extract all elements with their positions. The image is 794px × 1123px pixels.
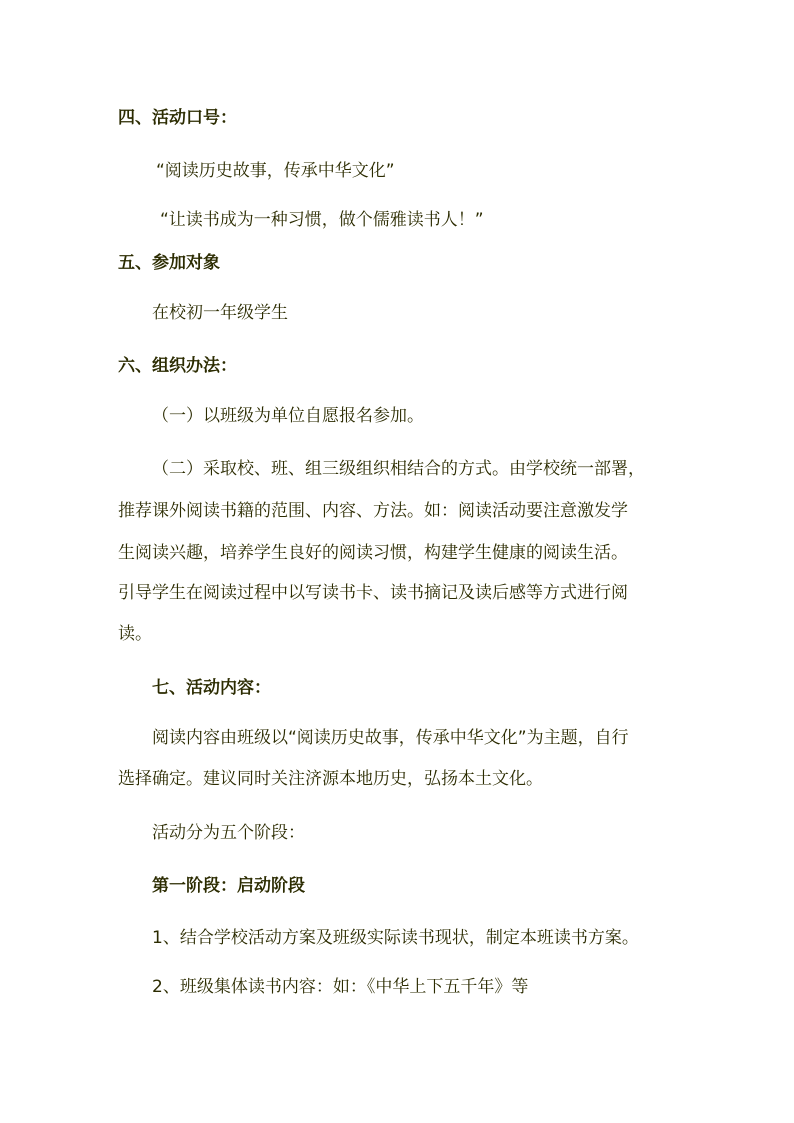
slogan-2: “让读书成为一种习惯，做个儒雅读书人！” [160, 210, 484, 230]
org-item-2-line-2: 推荐课外阅读书籍的范围、内容、方法。如：阅读活动要注意激发学 [118, 501, 628, 521]
org-item-1: （一）以班级为单位自愿报名参加。 [152, 406, 424, 426]
participants-text: 在校初一年级学生 [152, 303, 288, 323]
stages-intro: 活动分为五个阶段： [152, 823, 305, 843]
org-item-2-line-4: 引导学生在阅读过程中以写读书卡、读书摘记及读后感等方式进行阅 [118, 583, 628, 603]
stage-1-item-2: 2、班级集体读书内容：如：《中华上下五千年》等 [152, 977, 529, 997]
stage-1-item-1: 1、结合学校活动方案及班级实际读书现状，制定本班读书方案。 [152, 928, 639, 948]
heading-participants: 五、参加对象 [118, 253, 220, 273]
org-item-2-line-3: 生阅读兴趣，培养学生良好的阅读习惯，构建学生健康的阅读生活。 [118, 543, 628, 563]
org-item-2-line-1: （二）采取校、班、组三级组织相结合的方式。由学校统一部署， [152, 459, 645, 479]
slogan-1: “阅读历史故事，传承中华文化” [156, 161, 395, 181]
heading-content: 七、活动内容： [152, 678, 271, 698]
heading-organization: 六、组织办法： [118, 356, 237, 376]
org-item-2-line-5: 读。 [118, 624, 152, 644]
heading-slogan: 四、活动口号： [118, 108, 237, 128]
content-line-1: 阅读内容由班级以“阅读历史故事，传承中华文化”为主题，自行 [152, 728, 629, 748]
stage-1-heading: 第一阶段：启动阶段 [152, 876, 305, 896]
content-line-2: 选择确定。建议同时关注济源本地历史，弘扬本土文化。 [118, 769, 543, 789]
